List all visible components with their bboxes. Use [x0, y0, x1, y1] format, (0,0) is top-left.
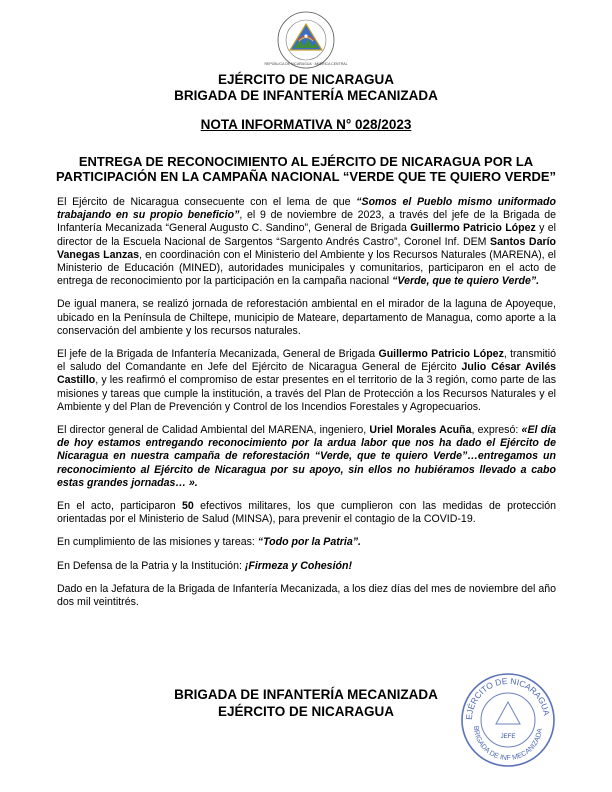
paragraph-1: El Ejército de Nicaragua consecuente con el lema de que “Somos el Pueblo mismo uniformado trabajando en su propio beneficio”, el 9 de noviembre de 2023, a través del jefe de la Brigada de Infantería Mecanizada “General Augusto C. Sandino”, General de Brigada Guillermo Patricio López y el director de la Escuela Nacional de Sargentos “Sargento Andrés Castro”, Coronel Inf. DEM Santos Darío Vanegas Lanzas, en coordinación con el Ministerio del Ambiente y los Recursos Naturales (MARENA), el Ministerio de Educación (MINED), autoridades municipales y comunitarios, participaron en el acto de entrega de reconocimiento por la participación en la campaña nacional “Verde, que te quiero Verde”.: [57, 196, 557, 288]
nota-number: NOTA INFORMATIVA N° 028/2023: [200, 117, 412, 132]
document-title: [40, 154, 572, 184]
paragraph-7: En Defensa de la Patria y la Institución: ¡Firmeza y Cohesión!: [57, 559, 352, 572]
signature-line1: BRIGADA DE INFANTERÍA MECANIZADA: [174, 687, 438, 702]
title-line1: ENTREGA DE RECONOCIMIENTO AL EJÉRCITO DE NICARAGUA POR LA: [78, 154, 534, 169]
header: [0, 72, 612, 104]
header-line1: EJÉRCITO DE NICARAGUA: [217, 72, 395, 87]
stamp-top-text: EJÉRCITO DE NICARAGUA: [463, 675, 552, 721]
stamp-center-text: JEFE: [500, 734, 516, 740]
paragraph-4: El director general de Calidad Ambiental del MARENA, ingeniero, Uriel Morales Acuña, expresó: «El día de hoy estamos entregando reconocimiento por la ardua labor que nos ha dado el Ejército de Nicaragua en nuestra campaña de reforestación “Verde, que te quiero Verde”…entregamos un reconocimiento al Ejército de Nicaragua por su apoyo, sin ellos no hubiéramos llevado a cabo estas grandes jornadas… ».: [57, 424, 556, 489]
paragraph-2: De igual manera, se realizó jornada de reforestación ambiental en el mirador de la laguna de Apoyeque, ubicado en la Península de Chiltepe, municipio de Mateare, departamento de Managua, como aporte a la conservación del ambiente y los recursos naturales.: [57, 298, 556, 337]
svg-text:BRIGADA DE INF MECANIZADA: [472, 726, 544, 762]
signature-block: [150, 686, 462, 720]
document-body: [57, 196, 556, 619]
seal-text: REPÚBLICA DE NICARAGUA · AMÉRICA CENTRAL: [264, 62, 348, 66]
stamp-bottom-text: BRIGADA DE INF MECANIZADA: [471, 725, 544, 763]
title-line2: PARTICIPACIÓN EN LA CAMPAÑA NACIONAL “VERDE QUE TE QUIERO VERDE”: [55, 169, 557, 184]
paragraph-5: En el acto, participaron 50 efectivos militares, los que cumplieron con las medidas de protección orientadas por el Ministerio de Salud (MINSA), para prevenir el contagio de la COVID-19.: [57, 500, 557, 526]
official-stamp-icon: [458, 670, 558, 770]
paragraph-3: El jefe de la Brigada de Infantería Mecanizada, General de Brigada Guillermo Patricio López, transmitió el saludo del Comandante en Jefe del Ejército de Nicaragua General de Ejército Julio César Avilés Castillo, y les reafirmó el compromiso de estar presentes en el territorio de la 3 región, como parte de las misiones y tareas que cumple la institución, a través del Plan de Protección a los Recursos Naturales y el Ambiente y del Plan de Prevención y Control de los Incendios Forestales y Agropecuarios.: [57, 348, 556, 413]
header-line2: BRIGADA DE INFANTERÍA MECANIZADA: [174, 88, 438, 103]
paragraph-6: En cumplimiento de las misiones y tareas: “Todo por la Patria”.: [57, 536, 361, 549]
nicaragua-coat-of-arms-icon: [264, 10, 348, 70]
signature-line2: EJÉRCITO DE NICARAGUA: [217, 704, 395, 719]
paragraph-8: Dado en la Jefatura de la Brigada de Infantería Mecanizada, a los diez días del mes de noviembre del año dos mil veintitrés.: [57, 582, 556, 609]
svg-text:EJÉRCITO DE NICARAGUA: [464, 676, 552, 720]
